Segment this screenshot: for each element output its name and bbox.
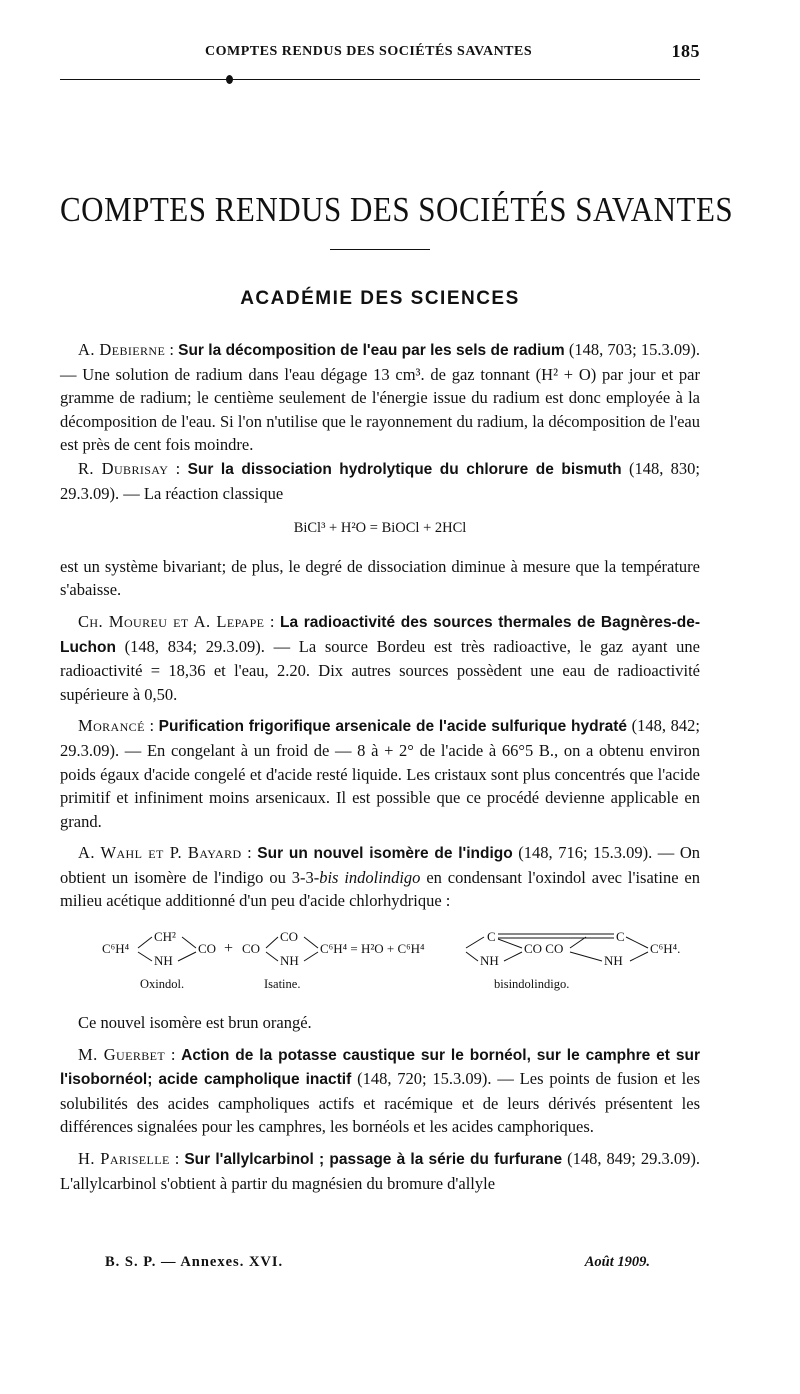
label-oxindol: Oxindol. bbox=[140, 977, 185, 992]
entry-title: Action de la potasse caustique sur le bornéol, sur le camphre et sur l'isobornéol; acide campholique inactif bbox=[60, 1046, 700, 1089]
section-title: ACADÉMIE DES SCIENCES bbox=[240, 288, 520, 309]
entry-author: A. Wahl et P. Bayard bbox=[78, 843, 242, 863]
formula-drawing bbox=[60, 915, 700, 1011]
header-rule bbox=[60, 79, 700, 80]
footer-date: Août 1909. bbox=[584, 1254, 650, 1270]
entry-pariselle: H. Pariselle : Sur l'allylcarbinol ; passage à la série du furfurane (148, 849; 29.3.09). L'allylcarbinol s'obtient à partir du magnésien du bromure d'allyle bbox=[60, 1149, 700, 1193]
entry-text: (148, 830; 29.3.09). — La réaction classique bbox=[60, 458, 700, 503]
formula-c6h4-eq: C⁶H⁴ = H²O + C⁶H⁴ bbox=[320, 941, 425, 957]
entry-guerbet: M. Guerbet : Action de la potasse caustique sur le bornéol, sur le camphre et sur l'isobornéol; acide campholique inactif (148, 720; 15.3.09). — Les points de fusion et les solubilités des acides campholiques actifs et racémique et de leurs dérivés présentent les différences signalées pour les camphres, les bornéols et les acides camphoriques. bbox=[60, 1044, 700, 1137]
formula-plus: + bbox=[224, 940, 234, 958]
entry-text: (148, 716; 15.3.09). — On obtient un isomère de l'indigo ou 3-3- bbox=[60, 843, 700, 887]
equation-bismuth: BiCl³ + H²O = BiOCl + 2HCl bbox=[293, 520, 467, 537]
entry-morance: Morancé : Purification frigorifique arsenicale de l'acide sulfurique hydraté (148, 842; 29.3.09). — En congelant à un froid de — 8 à + 2° de l'acide à 66°5 B., on a obtenu environ poids égaux d'acide congelé et d'acide resté liquide. Les cristaux sont plus concentrés que l'acide primitif et infiniment moins arsenicaux. Il est possible que ce procédé devienne applicable en grand. bbox=[60, 716, 700, 831]
indigo-reaction-formula bbox=[60, 915, 700, 1011]
entry-text: (148, 842; 29.3.09). — En congelant à un froid de — 8 à + 2° de l'acide à 66°5 B., on a obtenu environ poids égaux d'acide congelé et d'acide resté liquide. Les cristaux sont plus concentrés que l'acide primitif et infiniment moins arsenicaux. Il est possible que ce procédé devienne applicable en grand. bbox=[60, 716, 700, 831]
footer-signature: B. S. P. — Annexes. XVI. bbox=[105, 1254, 284, 1270]
entry-title: Purification frigorifique arsenicale de l'acide sulfurique hydraté bbox=[158, 718, 628, 736]
rule-ornament-dot bbox=[226, 75, 233, 84]
entry-title: La radioactivité des sources thermales de Bagnères-de-Luchon bbox=[60, 613, 700, 656]
entry-text: en condensant l'oxindol avec l'isatine en milieu acétique additionné d'un peu d'acide chlorhydrique : bbox=[60, 867, 700, 911]
entry-dubrisay: R. Dubrisay : Sur la dissociation hydrolytique du chlorure de bismuth (148, 830; 29.3.09). — La réaction classique bbox=[60, 458, 700, 503]
formula-ch2: CH² bbox=[154, 929, 176, 945]
entry-author: A. Debierne bbox=[78, 340, 166, 359]
entry-moureu-lepape: Ch. Moureu et A. Lepape : La radioactivité des sources thermales de Bagnères-de-Luchon (148, 834; 29.3.09). — La source Bordeu est très radioactive, le gaz ayant une radioactivité = 18,36 et l'eau, 2.20. Dix autres sources possèdent une eau de radioactivité supérieure à 0,50. bbox=[60, 611, 700, 704]
formula-nh: NH bbox=[154, 953, 173, 969]
entry-text: (148, 849; 29.3.09). L'allylcarbinol s'obtient à partir du magnésien du bromure d'allyle bbox=[60, 1149, 700, 1193]
formula-c6h4-end: C⁶H⁴. bbox=[650, 941, 681, 957]
entry-title: Sur un nouvel isomère de l'indigo bbox=[257, 845, 513, 863]
title-rule bbox=[330, 249, 430, 250]
entry-text: (148, 834; 29.3.09). — La source Bordeu est très radioactive, le gaz ayant une radioactivité = 18,36 et l'eau, 2.20. Dix autres sources possèdent une eau de radioactivité supérieure à 0,50. bbox=[60, 636, 700, 704]
entry-author: Ch. Moureu et A. Lepape bbox=[78, 611, 265, 631]
formula-co: CO bbox=[242, 941, 261, 957]
running-head-title: COMPTES RENDUS DES SOCIÉTÉS SAVANTES bbox=[205, 44, 533, 59]
entry-wahl-bayard: A. Wahl et P. Bayard : Sur un nouvel isomère de l'indigo (148, 716; 15.3.09). — On obtient un isomère de l'indigo ou 3-3-bis indolindigo en condensant l'oxindol avec l'isatine en milieu acétique additionné d'un peu d'acide chlorhydrique : bbox=[60, 843, 700, 911]
page-number: 185 bbox=[671, 41, 700, 61]
article-body bbox=[60, 338, 700, 1195]
entry-author: Morancé bbox=[78, 716, 145, 736]
formula-c6h4: C⁶H⁴ bbox=[102, 941, 130, 957]
entry-wahl-bayard-continued: Ce nouvel isomère est brun orangé. bbox=[78, 1013, 312, 1033]
entry-debierne: A. Debierne : Sur la décomposition de l'eau par les sels de radium (148, 703; 15.3.09). — Une solution de radium dans l'eau dégage 13 cm³. de gaz tonnant (H² + O) par jour et par gramme de radium; le centième seulement de l'énergie issue du radium est donc employée à la décomposition de l'eau. Si l'on n'utilise que le rayonnement du radium, la décomposition de l'eau est près de cent fois moindre. bbox=[60, 340, 700, 455]
entry-dubrisay-continued: est un système bivariant; de plus, le degré de dissociation diminue à mesure que la température s'abaisse. bbox=[60, 556, 700, 600]
entry-title: Sur l'allylcarbinol ; passage à la série du furfurane bbox=[184, 1151, 563, 1169]
entry-title: Sur la dissociation hydrolytique du chlorure de bismuth bbox=[187, 460, 622, 478]
entry-text: (148, 720; 15.3.09). — Les points de fusion et les solubilités des acides campholiques actifs et racémique et de leurs dérivés présentent les différences signalées pour les camphres, les bornéols et les acides camphoriques. bbox=[60, 1069, 700, 1137]
entry-author: M. Guerbet bbox=[78, 1044, 166, 1064]
entry-italic-term: bis indolindigo bbox=[319, 867, 421, 887]
formula-co: CO bbox=[198, 941, 217, 957]
entry-author: H. Pariselle bbox=[78, 1149, 170, 1169]
label-bisindolindigo: bisindolindigo. bbox=[494, 977, 570, 992]
formula-co-co: CO CO bbox=[524, 941, 564, 957]
entry-text: (148, 703; 15.3.09). — Une solution de radium dans l'eau dégage 13 cm³. de gaz tonnant (H² + O) par jour et par gramme de radium; le centième seulement de l'énergie issue du radium est donc employée à la décomposition de l'eau. Si l'on n'utilise que le rayonnement du radium, la décomposition de l'eau est près de cent fois moindre. bbox=[60, 340, 700, 455]
formula-c: C bbox=[616, 929, 625, 945]
formula-nh: NH bbox=[604, 953, 623, 969]
formula-nh: NH bbox=[480, 953, 499, 969]
entry-title: Sur la décomposition de l'eau par les sels de radium bbox=[178, 342, 565, 359]
entry-author: R. Dubrisay bbox=[78, 458, 169, 478]
formula-co: CO bbox=[280, 929, 299, 945]
formula-c: C bbox=[487, 929, 496, 945]
formula-nh: NH bbox=[280, 953, 299, 969]
label-isatine: Isatine. bbox=[264, 977, 301, 992]
main-title: COMPTES RENDUS DES SOCIÉTÉS SAVANTES bbox=[60, 189, 734, 230]
